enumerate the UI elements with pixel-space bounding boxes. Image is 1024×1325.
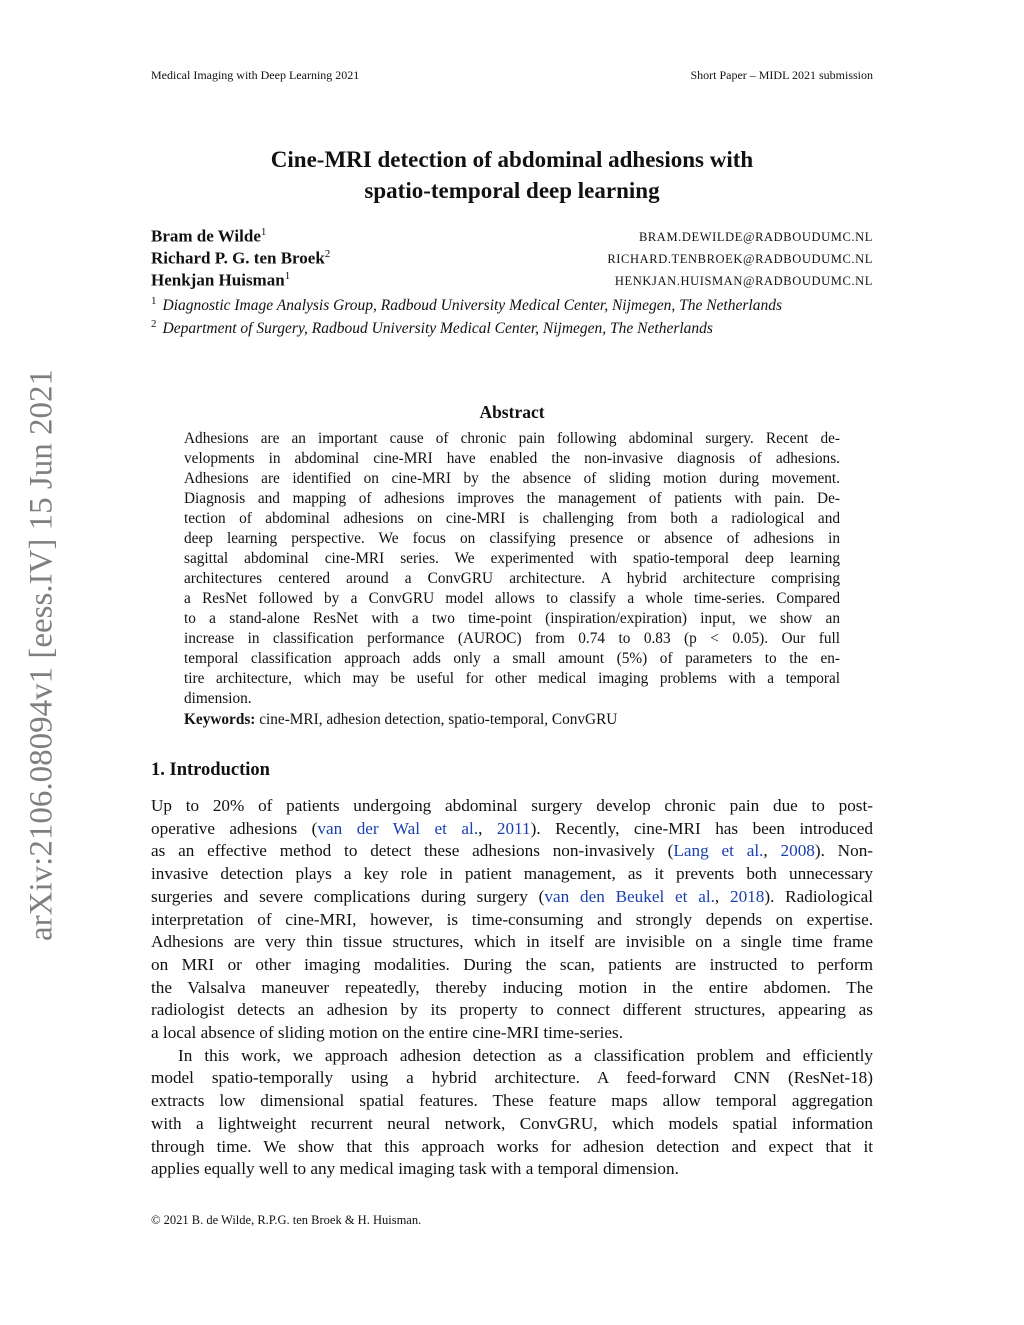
abstract-line: tire architecture, which may be useful for other medical imaging problems with a temporal [184, 670, 840, 687]
abstract-heading: Abstract [479, 402, 545, 422]
paragraph-line [151, 819, 873, 839]
text-span: ). Radiological [764, 886, 873, 906]
abstract-line: Diagnosis and mapping of adhesions improves the management of patients with pain. De- [184, 490, 840, 507]
citation-link[interactable]: van der Wal et al. [317, 818, 479, 838]
text-span: Adhesions are very thin tissue structures, which in itself are invisible on a single time frame [151, 932, 873, 952]
text-span: on MRI or other imaging modalities. During the scan, patients are instructed to perform [151, 954, 873, 974]
text-span: a local absence of sliding motion on the entire cine-MRI time-series. [151, 1023, 624, 1042]
paragraph-line [151, 841, 873, 861]
text-span: through time. We show that this approach works for adhesion detection and expect that it [151, 1136, 873, 1156]
text-span: In this work, we approach adhesion detection as a classification problem and efficiently [178, 1045, 873, 1065]
paragraph-line [151, 910, 873, 930]
paragraph-line [151, 955, 873, 975]
text-span: , [714, 886, 730, 906]
text-span: surgeries and severe complications during surgery ( [151, 886, 545, 906]
paragraph-line [151, 887, 873, 907]
text-span: with a lightweight recurrent neural network, ConvGRU, which models spatial information [151, 1113, 873, 1133]
keywords: Keywords: cine-MRI, adhesion detection, spatio-temporal, ConvGRU [184, 711, 618, 728]
abstract-line: architectures centered around a ConvGRU architecture. A hybrid architecture comprising [184, 570, 840, 587]
text-span: model spatio-temporally using a hybrid architecture. A feed-forward CNN (ResNet-18) [151, 1068, 873, 1088]
text-span: applies equally well to any medical imaging task with a temporal dimension. [151, 1159, 679, 1179]
text-span: Up to 20% of patients undergoing abdominal surgery develop chronic pain due to post- [151, 796, 873, 815]
paragraph-line [178, 1046, 873, 1066]
paper-title-line-1: Cine-MRI detection of abdominal adhesions with [270, 147, 754, 172]
text-span: interpretation of cine-MRI, however, is time-consuming and strongly depends on expertise. [151, 909, 873, 929]
paragraph-line [151, 1023, 873, 1043]
abstract-line: temporal classification approach adds only a small amount (5%) of parameters to the en- [184, 650, 840, 667]
section-heading-introduction: 1. Introduction [151, 760, 270, 780]
paragraph-line [151, 978, 873, 998]
text-span: radiologist detects an adhesion by its property to connect different structures, appearing as [151, 1000, 873, 1020]
abstract-line: Adhesions are an important cause of chronic pain following abdominal surgery. Recent de- [184, 430, 840, 447]
abstract-line: sagittal abdominal cine-MRI series. We experimented with spatio-temporal deep learning [184, 550, 840, 567]
abstract-line: Adhesions are identified on cine-MRI by the absence of sliding motion during movement. [184, 470, 840, 487]
abstract-line: velopments in abdominal cine-MRI have enabled the non-invasive diagnosis of adhesions. [184, 450, 840, 467]
abstract-line: increase in classification performance (AUROC) from 0.74 to 0.83 (p < 0.05). Our full [184, 630, 840, 647]
text-span: operative adhesions ( [151, 818, 318, 838]
paper-title-line-2: spatio-temporal deep learning [364, 178, 660, 203]
arxiv-stamp: arXiv:2106.08094v1 [eess.IV] 15 Jun 2021 [23, 369, 60, 941]
citation-link[interactable]: Lang et al. [673, 841, 764, 861]
citation-link[interactable]: van den Beukel et al. [544, 886, 715, 906]
author-name: Bram de Wilde$^1$ [151, 226, 267, 246]
author-name: Richard P. G. ten Broek$^2$ [151, 248, 331, 268]
affiliation: $^1$ Diagnostic Image Analysis Group, Radboud University Medical Center, Nijmegen, The Netherlands [151, 295, 782, 315]
abstract-line: dimension. [184, 690, 252, 707]
paragraph-line [151, 1114, 873, 1134]
text-span: as an effective method to detect these adhesions non-invasively ( [151, 841, 674, 861]
paragraph-line [151, 796, 873, 816]
author-email: RICHARD.TENBROEK@RADBOUDUMC.NL [607, 252, 873, 266]
affiliation: $^2$ Department of Surgery, Radboud University Medical Center, Nijmegen, The Netherlands [151, 318, 713, 338]
abstract-line: deep learning perspective. We focus on classifying presence or absence of adhesions in [184, 530, 840, 547]
paragraph-line [151, 1000, 873, 1020]
text-span: ). Recently, cine-MRI has been introduced [530, 818, 874, 838]
citation-link[interactable]: 2011 [496, 818, 531, 838]
text-span: , [763, 841, 781, 861]
citation-link[interactable]: 2008 [780, 841, 815, 861]
paragraph-line [151, 932, 873, 952]
paragraph-line [151, 864, 873, 884]
abstract-line: tection of abdominal adhesions on cine-MRI is challenging from both a radiological and [184, 510, 840, 527]
citation-link[interactable]: 2018 [730, 886, 765, 906]
copyright-notice: © 2021 B. de Wilde, R.P.G. ten Broek & H. Huisman. [151, 1213, 422, 1227]
text-span: invasive detection plays a key role in patient management, as it prevents both unnecessary [151, 864, 873, 884]
text-span: the Valsalva maneuver repeatedly, thereby inducing motion in the entire abdomen. The [151, 977, 873, 997]
text-span: , [478, 818, 497, 838]
text-span: ). Non- [814, 841, 874, 861]
running-header-left: Medical Imaging with Deep Learning 2021 [151, 68, 360, 82]
author-name: Henkjan Huisman$^1$ [151, 270, 291, 290]
paragraph-line [151, 1159, 873, 1179]
text-span: extracts low dimensional spatial features. These feature maps allow temporal aggregation [151, 1091, 873, 1111]
author-email: BRAM.DEWILDE@RADBOUDUMC.NL [638, 230, 873, 244]
paragraph-line [151, 1137, 873, 1157]
paragraph-line [151, 1091, 873, 1111]
author-email: HENKJAN.HUISMAN@RADBOUDUMC.NL [614, 274, 873, 288]
paragraph-line [151, 1068, 873, 1088]
running-header-right: Short Paper – MIDL 2021 submission [690, 68, 873, 82]
abstract-line: a ResNet followed by a ConvGRU model allows to classify a whole time-series. Compared [184, 590, 840, 607]
abstract-line: to a stand-alone ResNet with a two time-point (inspiration/expiration) input, we show an [184, 610, 840, 627]
